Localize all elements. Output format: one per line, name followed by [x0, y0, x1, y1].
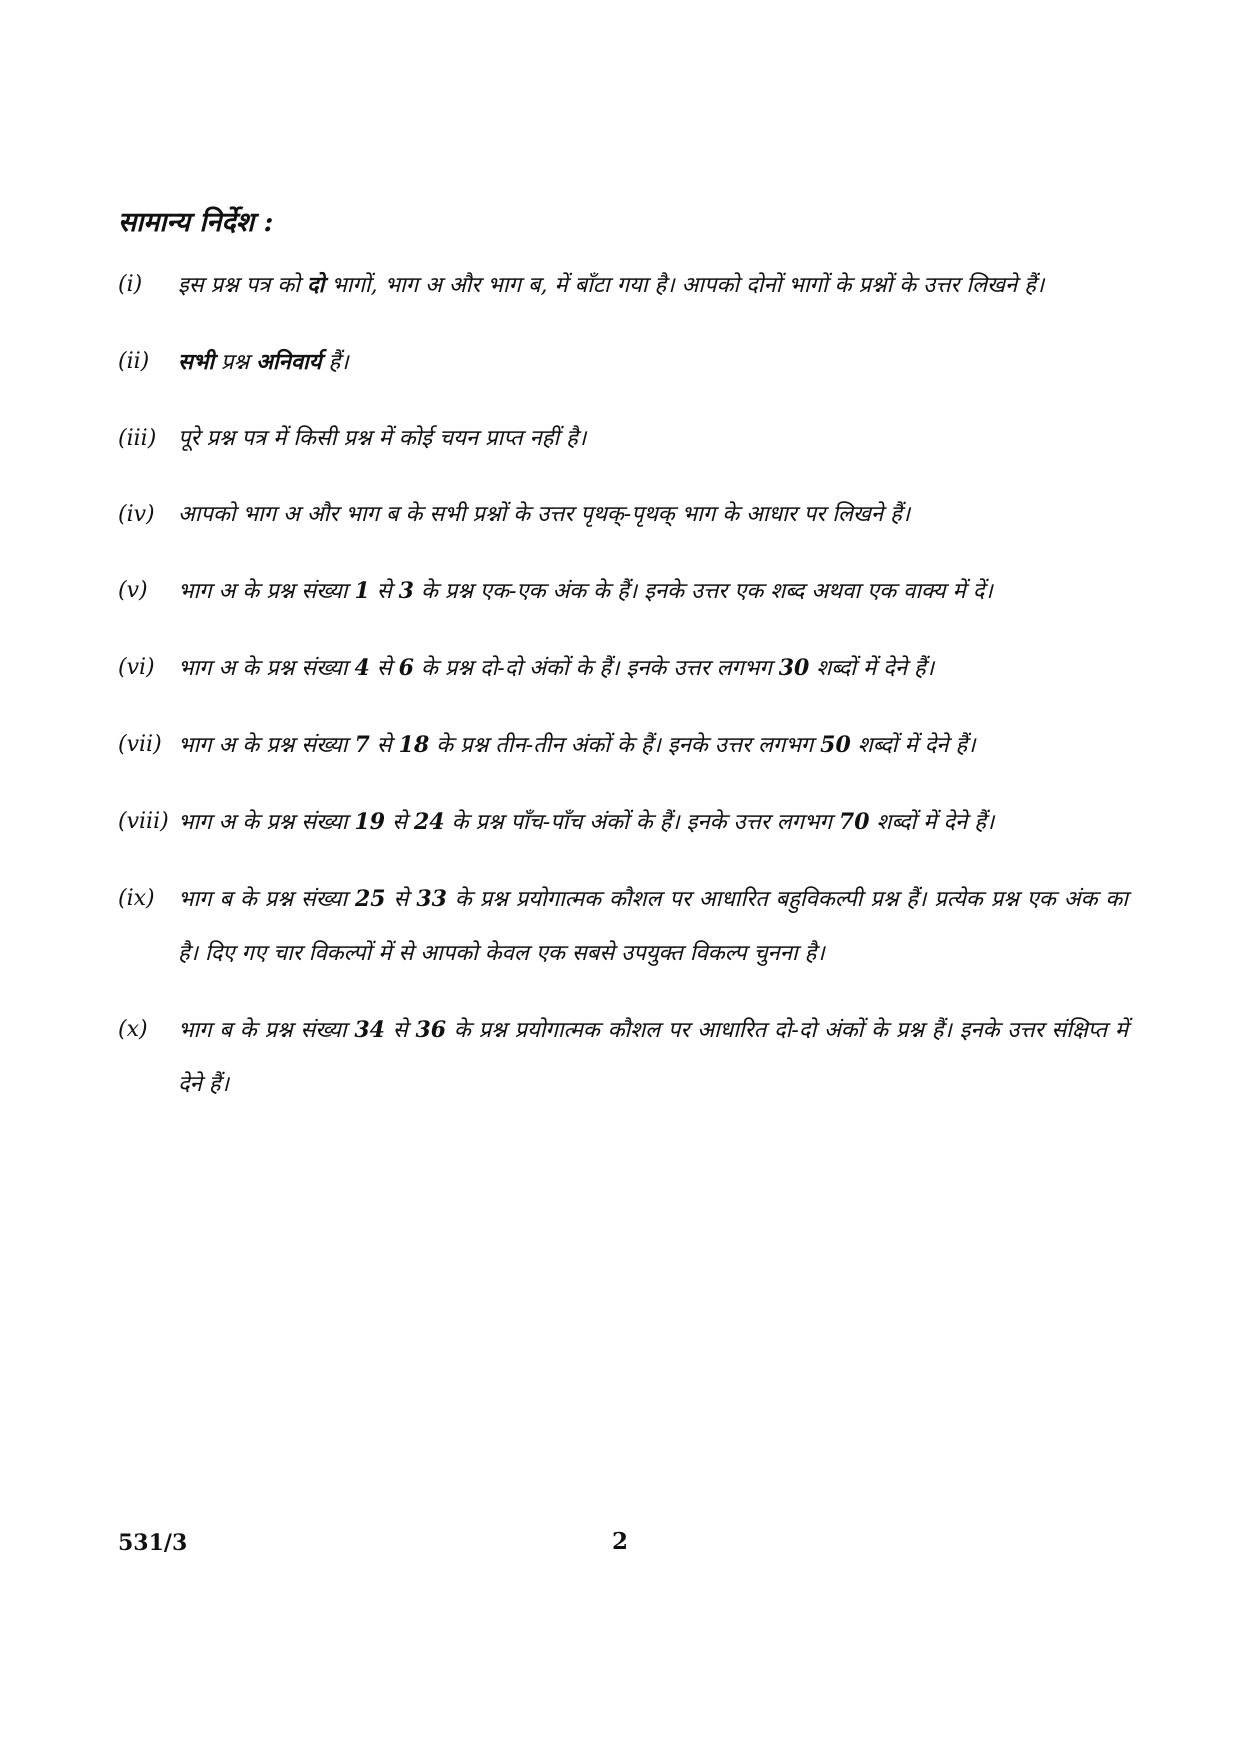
text-run: से: [369, 733, 399, 758]
bold-text: अनिवार्य: [256, 349, 322, 375]
instruction-number: (x): [118, 1017, 148, 1042]
text-run: से: [384, 1018, 416, 1043]
bold-text: 6: [398, 655, 414, 681]
bold-text: 50: [820, 732, 851, 758]
instruction-number: (ii): [118, 349, 150, 374]
instruction-text: [178, 872, 1128, 981]
bold-text: सभी: [178, 349, 215, 375]
instruction-number: (viii): [118, 809, 169, 834]
bold-text: 1: [354, 578, 370, 604]
bold-text: 70: [838, 809, 870, 835]
instruction-item: [118, 412, 1128, 466]
text-run: के प्रश्न तीन-तीन अंकों के हैं। इनके उत्तर लगभग: [429, 733, 821, 758]
text-run: से: [369, 656, 399, 681]
instruction-number: (vii): [118, 732, 162, 757]
page-number: 2: [611, 1528, 628, 1555]
text-run: शब्दों में देने हैं।: [809, 656, 935, 681]
text-run: के प्रश्न एक-एक अंक के हैं। इनके उत्तर एक शब्द अथवा एक वाक्य में दें।: [413, 579, 993, 604]
bold-text: दो: [306, 272, 325, 298]
text-run: के प्रश्न पाँच-पाँच अंकों के हैं। इनके उत्तर लगभग: [444, 810, 839, 835]
instruction-item: [118, 564, 1128, 619]
bold-text: 18: [398, 732, 430, 758]
bold-text: 19: [354, 809, 386, 835]
text-run: भाग अ के प्रश्न संख्या: [178, 579, 355, 604]
instruction-text: [178, 258, 1128, 313]
bold-text: 7: [354, 732, 370, 758]
instruction-text: [178, 335, 1128, 390]
instruction-text: [178, 488, 1128, 542]
bold-text: 3: [398, 578, 414, 604]
instruction-number: (iii): [118, 426, 157, 451]
text-run: भाग ब के प्रश्न संख्या: [178, 1018, 355, 1043]
text-run: पूरे प्रश्न पत्र में किसी प्रश्न में कोई चयन प्राप्त नहीं है।: [178, 426, 587, 451]
instruction-item: [118, 641, 1128, 696]
instruction-text: [178, 795, 1128, 850]
paper-code: 531/3: [118, 1530, 188, 1556]
instruction-text: [178, 412, 1128, 466]
instruction-number: (vi): [118, 655, 155, 680]
instruction-list: [118, 258, 1128, 1134]
text-run: भाग अ के प्रश्न संख्या: [178, 656, 355, 681]
instruction-item: [118, 488, 1128, 542]
instruction-number: (v): [118, 578, 148, 603]
text-run: के प्रश्न प्रयोगात्मक कौशल पर आधारित दो-दो अंकों के प्रश्न हैं। इनके उत्तर संक्षिप्त में देने हैं।: [178, 1018, 1129, 1097]
general-instructions-heading: सामान्य निर्देश :: [118, 207, 274, 238]
bold-text: 4: [354, 655, 370, 681]
instruction-text: [178, 1003, 1128, 1112]
instruction-text: [178, 718, 1128, 773]
bold-text: 24: [413, 809, 445, 835]
instruction-text: [178, 641, 1128, 696]
text-run: शब्दों में देने हैं।: [850, 733, 976, 758]
text-run: से: [385, 887, 417, 912]
bold-text: 34: [354, 1017, 385, 1043]
instruction-item: [118, 1003, 1128, 1112]
instruction-text: [178, 564, 1128, 619]
text-run: से: [369, 579, 399, 604]
instruction-number: (iv): [118, 502, 155, 527]
text-run: हैं।: [321, 350, 349, 375]
bold-text: 30: [778, 655, 810, 681]
text-run: भाग अ के प्रश्न संख्या: [178, 733, 355, 758]
text-run: आपको भाग अ और भाग ब के सभी प्रश्नों के उत्तर पृथक्-पृथक् भाग के आधार पर लिखने हैं।: [178, 502, 911, 527]
instruction-item: [118, 872, 1128, 981]
text-run: प्रश्न: [214, 350, 257, 375]
bold-text: 33: [416, 886, 447, 912]
bold-text: 36: [415, 1017, 447, 1043]
text-run: भागों, भाग अ और भाग ब, में बाँटा गया है। आपको दोनों भागों के प्रश्नों के उत्तर लिखने हैं।: [324, 273, 1045, 298]
bold-text: 25: [354, 886, 386, 912]
instruction-item: [118, 718, 1128, 773]
instruction-item: [118, 795, 1128, 850]
text-run: इस प्रश्न पत्र को: [178, 273, 307, 298]
text-run: से: [385, 810, 414, 835]
text-run: के प्रश्न दो-दो अंकों के हैं। इनके उत्तर लगभग: [413, 656, 779, 681]
instruction-item: [118, 258, 1128, 313]
instruction-item: [118, 335, 1128, 390]
text-run: भाग अ के प्रश्न संख्या: [178, 810, 355, 835]
text-run: भाग ब के प्रश्न संख्या: [178, 887, 355, 912]
instruction-number: (ix): [118, 886, 155, 911]
text-run: के प्रश्न प्रयोगात्मक कौशल पर आधारित बहुविकल्पी प्रश्न हैं। प्रत्येक प्रश्न एक अंक का है। दिए गए चार विकल्पों में से आपको केवल एक सबसे उपयुक्त विकल्प चुनना है।: [178, 887, 1128, 966]
text-run: शब्दों में देने हैं।: [869, 810, 995, 835]
instruction-number: (i): [118, 272, 143, 297]
